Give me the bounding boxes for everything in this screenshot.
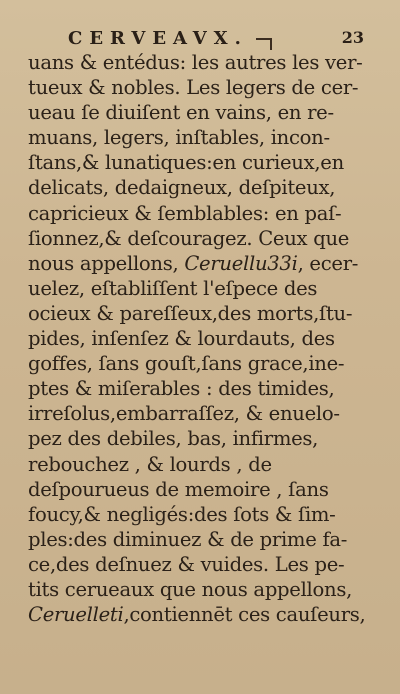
text-line — [28, 552, 382, 577]
text-segment: nous appellons, — [28, 251, 185, 275]
text-segment: ocieux & pareſſeux,des morts,ſtu- — [28, 301, 353, 325]
italic-term: Ceruelleti — [28, 603, 124, 627]
text-line — [28, 251, 382, 276]
text-line — [28, 452, 382, 477]
text-line — [28, 376, 382, 401]
text-line — [28, 226, 382, 251]
text-line — [28, 477, 382, 502]
text-segment: ſionnez,& deſcouragez. Ceux que — [28, 226, 350, 250]
text-line — [28, 301, 382, 326]
printer-mark — [256, 38, 272, 50]
text-segment: ,contiennēt ces cauſeurs, — [123, 603, 366, 627]
text-segment: goffes, ſans gouſt,ſans grace,ine- — [28, 352, 345, 376]
text-line — [28, 201, 382, 226]
text-line — [28, 125, 382, 150]
text-segment: irreſolus,embarraſſez, & enuelo- — [28, 402, 340, 426]
text-segment: pez des debiles, bas, infirmes, — [28, 427, 319, 451]
text-segment: ples:des diminuez & de prime fa- — [28, 527, 348, 551]
text-segment: muans, legers, inſtables, incon- — [28, 126, 330, 150]
text-line — [28, 527, 382, 552]
body-text — [28, 50, 382, 627]
text-segment: ptes & miſerables : des timides, — [28, 377, 335, 401]
text-line — [28, 75, 382, 100]
text-segment: uans & entédus: les autres les ver- — [28, 51, 363, 74]
text-line — [28, 577, 382, 602]
text-segment: ueau ſe diuiſent en vains, en re- — [28, 101, 334, 125]
text-line — [28, 276, 382, 301]
text-segment: foucy,& negligés:des ſots & ſim- — [28, 502, 336, 526]
running-title: CERVEAVX. — [68, 28, 248, 49]
text-line — [28, 426, 382, 451]
text-segment: delicats, dedaigneux, deſpiteux, — [28, 176, 336, 200]
text-line — [28, 150, 382, 175]
text-line — [28, 401, 382, 426]
text-segment: uelez, eſtabliſſent l'eſpece des — [28, 276, 318, 300]
text-segment: capricieux & ſemblables: en paſ- — [28, 201, 342, 225]
text-segment: pides, inſenſez & lourdauts, des — [28, 327, 335, 351]
text-segment: rebouchez , & lourds , de — [28, 452, 272, 476]
text-line — [28, 602, 382, 627]
text-segment: tits cerueaux que nous appellons, — [28, 577, 353, 601]
text-line — [28, 326, 382, 351]
italic-term: Ceruellu33i — [184, 251, 298, 275]
text-line — [28, 351, 382, 376]
text-line — [28, 502, 382, 527]
text-segment: tueux & nobles. Les legers de cer- — [28, 76, 359, 100]
text-segment: , ecer- — [297, 251, 359, 275]
text-line — [28, 100, 382, 125]
page-number: 23 — [341, 28, 364, 47]
text-segment: ce,des deſnuez & vuides. Les pe- — [28, 552, 345, 576]
text-segment: deſpourueus de memoire , ſans — [28, 477, 329, 501]
text-line — [28, 50, 382, 75]
text-line — [28, 175, 382, 200]
text-segment: ſtans,& lunatiques:en curieux,en — [28, 151, 344, 175]
